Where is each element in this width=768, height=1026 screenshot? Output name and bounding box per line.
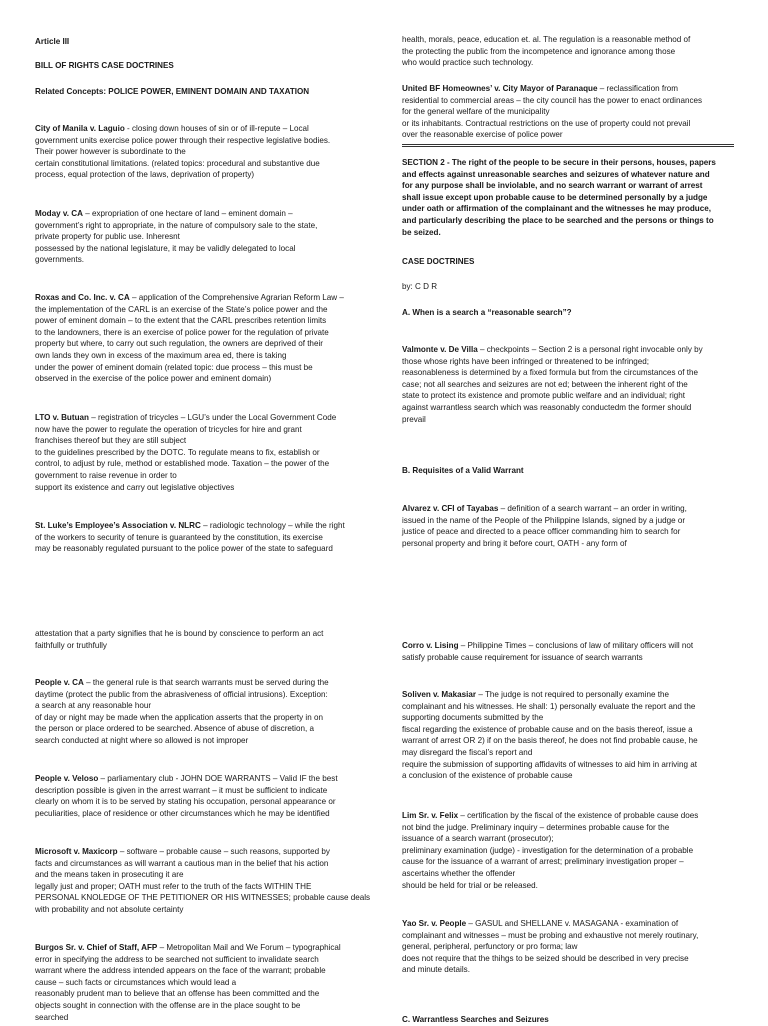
case-block: Burgos Sr. v. Chief of Staff, AFP – Metropolitan Mail and We Forum – typographical error in specifying the address to be searched not sufficient to invalidate search warrant where the address intended appears on the face of the warrant; probable cause – such facts or circumstances which would lead a reasonably prudent man to believe that an offense has been committed and the objects sought in connection with the offense are in the place sought to be searched [35,943,341,1022]
case-block: Valmonte v. De Villa – checkpoints – Section 2 is a personal right invocable only by those whose rights have been infringed or threatened to be infringed; reasonableness is determined by a fixed formula but from the circumstances of the case; not all searches and seizures are not ed; between the inherent right of the state to protect its existence and promote public welfare and an individual; right against warrantless search which was reasonably conductedm the former should prevail [402,345,703,424]
case-block: attestation that a party signifies that he is bound by conscience to perform an act faithfully or truthfully [35,629,324,650]
case-block: Roxas and Co. Inc. v. CA – application of the Comprehensive Agrarian Reform Law – the implementation of the CARL is an exercise of the State’s police power and the power of eminent domain – to the extent that the CARL prescribes retention limits to the landowners, there is an exercise of police power for the regulation of private property but where, to carry out such regulation, the owners are deprived of their own lands they own in excess of the maximum area ed, there is taking under the power of eminent domain (related topic: due process – this must be observed in the exercise of the police power and eminent domain) [35,293,344,384]
case-block: Yao Sr. v. People – GASUL and SHELLANE v. MASAGANA - examination of complainant and witnesses – must be probing and exhaustive not merely routinary, general, peripheral, perfunctory or pro forma; law does not require that the thihgs to be seized should be described in very precise and minute details. [402,919,699,975]
case-block: People v. Veloso – parliamentary club - JOHN DOE WARRANTS – Valid IF the best description possible is given in the arrest warrant – it must be sufficient to indicate clearly on whom it is to be served by stating his occupation, personal appearance or peculiarities, place of residence or other circumstances which he may be identified [35,774,338,818]
case-block: People v. CA – the general rule is that search warrants must be served during the daytime (protect the public from the abrasiveness of official intrusions). Exception: a search at any reasonable hour of day or night may be made when the application asserts that the property in on the person or place ordered to be searched. Absence of abuse of discretion, a search conducted at night where so allowed is not improper [35,678,329,745]
case-block: LTO v. Butuan – registration of tricycles – LGU’s under the Local Government Code now have the power to regulate the operation of tricycles for hire and grant franchises thereof but they are still subject to the guidelines prescribed by the DOTC. To regulate means to fix, establish or control, to adjust by rule, method or established mode. Taxation – the power of the government to raise revenue in order to support its existence and carry out legislative objectives [35,413,337,492]
case-doctrines-heading: CASE DOCTRINES [402,257,475,266]
case-block: St. Luke’s Employee’s Association v. NLRC – radiologic technology – while the right of the workers to security of tenure is guaranteed by the constitution, its exercise may be reasonably regulated pursuant to the police power of the state to safeguard [35,521,345,554]
article-label: Article III [35,37,70,46]
related-concepts: Related Concepts: POLICE POWER, EMINENT DOMAIN AND TAXATION [35,87,310,96]
case-block: Microsoft v. Maxicorp – software – probable cause – such reasons, supported by facts and circumstances as will warrant a cautious man in the belief that his action and the means taken in prosecuting it are legally just and proper; OATH must refer to the truth of the facts WITHIN THE PERSONAL KNOLEDGE OF THE PETITIONER OR HIS WITNESSES; probable cause deals with probability and not absolute certainty [35,847,371,914]
case-block: health, morals, peace, education et. al. The regulation is a reasonable method of the protecting the public from the incompetence and ignorance among those who would practice such technology. [402,35,691,68]
case-block: Alvarez v. CFI of Tayabas – definition of a search warrant – an order in writing, issued in the name of the People of the Philippine Islands, signed by a judge or justice of peace and directed to a peace officer commanding him to search for personal property and bring it before court, OATH - any form of [402,504,687,548]
case-block: Lim Sr. v. Felix – certification by the fiscal of the existence of probable cause does not bind the judge. Preliminary inquiry – determines probable cause for the issuance of a search warrant (prosecutor); preliminary examination (judge) - investigation for the determination of a probable cause for the issuance of a warrant of arrest; preliminary investigation proper – ascertains whether the offender should be held for trial or be released. [402,811,699,890]
section-divider [402,144,734,147]
author-byline: by: C D R [402,282,438,291]
case-block: City of Manila v. Laguio - closing down houses of sin or of ill-repute – Local government units exercise police power through their respective legislative bodies. Their power however is subordinate to the certain constitutional limitations. (related topics: procedural and substantive due process, equal protection of the laws, deprivation of property) [35,124,331,180]
heading-a: A. When is a search a “reasonable search”? [402,308,572,317]
section-2-text: SECTION 2 - The right of the people to be secure in their persons, houses, papers and effects against unreasonable searches and seizures of whatever nature and for any purpose shall be inviolable, and no search warrant or warrant of arrest shall issue except upon probable cause to be determined personally by a judge under oath or affirmation of the complainant and the witnesses he may produce, and particularly describing the place to be searched and the persons or things to be seized. [402,158,716,237]
case-block: Moday v. CA – expropriation of one hectare of land – eminent domain – government’s right to appropriate, in the nature of compulsory sale to the state, private property for public use. Inheresnt possessed by the national legislature, it may be validly delegated to local governments. [35,209,318,265]
case-block: Soliven v. Makasiar – The judge is not required to personally examine the complainant and his witnesses. He shall: 1) personally evaluate the report and the supporting documents submitted by the fiscal regarding the existence of probable cause and on the basis thereof, issue a warrant of arrest OR 2) if on the basis thereof, he does not find probable cause, he may disregard the fiscal’s report and require the submission of supporting affidavits of witnesses to aid him in arriving at a conclusion of the existence of probable cause [402,690,698,781]
case-block: United BF Homeownes’ v. City Mayor of Paranaque – reclassification from residential to commercial areas – the city council has the power to enact ordinances for the general welfare of the municipality or its inhabitants. Contractual restrictions on the use of property could not prevail over the reasonable exercise of police power [402,84,703,140]
page-title: BILL OF RIGHTS CASE DOCTRINES [35,61,174,70]
case-block: Corro v. Lising – Philippine Times – conclusions of law of military officers will not satisfy probable cause requirement for issuance of search warrants [402,641,694,662]
heading-c: C. Warrantless Searches and Seizures [402,1015,549,1024]
heading-b: B. Requisites of a Valid Warrant [402,466,524,475]
